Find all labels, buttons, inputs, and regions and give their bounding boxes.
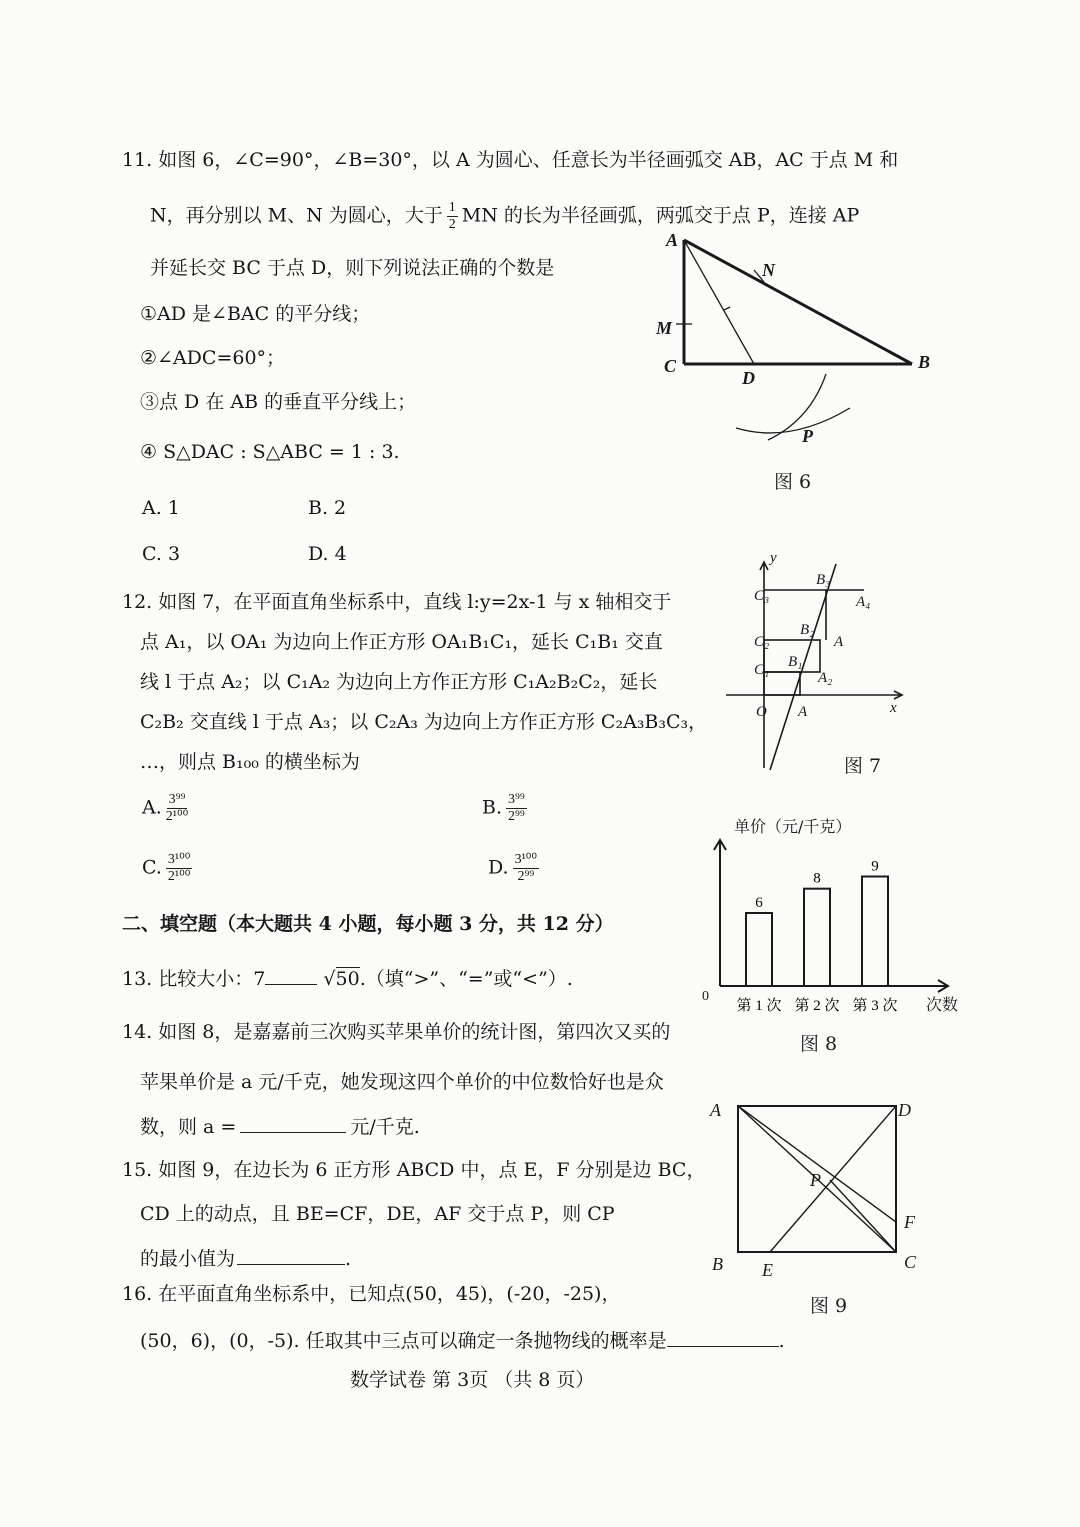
q16-line2-text: (50，6)，(0，-5). 任取其中三点可以确定一条抛物线的概率是 xyxy=(140,1330,667,1352)
fig7-label-x: x xyxy=(890,700,897,716)
chart-bar xyxy=(862,877,888,987)
q11-option-b: B. 2 xyxy=(308,497,347,519)
fig6-label-c: C xyxy=(664,356,677,376)
fig6-label-d: D xyxy=(742,368,755,388)
q11-line3: 并延长交 BC 于点 D，则下列说法正确的个数是 xyxy=(150,257,555,279)
q11-fraction xyxy=(447,200,458,233)
fig9-label-b: B xyxy=(712,1254,723,1274)
q12-option-b-num: 3⁹⁹ xyxy=(508,792,525,807)
q12-option-b-den: 2⁹⁹ xyxy=(508,809,525,824)
q11-frac-den: 2 xyxy=(448,217,456,232)
q16-line1: 16. 在平面直角坐标系中，已知点(50，45)，(-20，-25)， xyxy=(122,1283,621,1305)
q12-line1: 12. 如图 7，在平面直角坐标系中，直线 l:y=2x-1 与 x 轴相交于 xyxy=(122,591,672,613)
q11-option-c: C. 3 xyxy=(142,543,181,565)
q11-statement-2: ②∠ADC=60°； xyxy=(140,347,286,369)
fig7-label-b3: B₃ xyxy=(816,572,831,588)
q11-option-d: D. 4 xyxy=(308,543,347,565)
q11-line2-start: N，再分别以 M、N 为圆心，大于 xyxy=(150,204,443,227)
q15-line2: CD 上的动点，且 BE=CF，DE，AF 交于点 P，则 CP xyxy=(140,1203,615,1225)
q12-line4: C₂B₂ 交直线 l 于点 A₃；以 C₂A₃ 为边向上方作正方形 C₂A₃B₃C₃， xyxy=(140,711,708,733)
q14-line2: 苹果单价是 a 元/千克，她发现这四个单价的中位数恰好也是众 xyxy=(140,1071,664,1093)
q12-option-a-letter: A. xyxy=(142,796,162,819)
fig9-label-p: P xyxy=(810,1170,821,1190)
q12-option-c xyxy=(142,852,196,885)
fig6-caption: 图 6 xyxy=(774,471,812,493)
q13-sqrt: √50 xyxy=(323,968,360,990)
fig7-caption: 图 7 xyxy=(844,755,882,777)
q13-text-b: .（填“>”、“=”或“<”）. xyxy=(359,968,573,990)
q11-line1: 11. 如图 6，∠C=90°，∠B=30°，以 A 为圆心、任意长为半径画弧交 AB，AC 于点 M 和 xyxy=(122,149,899,171)
q14-line3-end: 元/千克. xyxy=(350,1116,420,1138)
q16-answer-blank[interactable] xyxy=(667,1328,779,1347)
chart-value-label: 8 xyxy=(813,870,821,887)
q14-line3 xyxy=(140,1114,420,1139)
q12-line5: …，则点 B₁₀₀ 的横坐标为 xyxy=(140,751,360,773)
q14-answer-blank[interactable] xyxy=(240,1114,346,1133)
q14-line3-start: 数，则 a = xyxy=(140,1116,237,1138)
q15-line3-text: 的最小值为 xyxy=(140,1248,236,1270)
fig6-label-n: N xyxy=(762,260,775,280)
fig7-label-y: y xyxy=(770,550,777,566)
q12-line3: 线 l 于点 A₂；以 C₁A₂ 为边向上方作正方形 C₁A₂B₂C₂，延长 xyxy=(140,671,658,693)
q13-answer-blank[interactable] xyxy=(265,966,317,985)
q15-line1: 15. 如图 9，在边长为 6 正方形 ABCD 中，点 E，F 分别是边 BC， xyxy=(122,1159,706,1181)
chart-category-label: 第 3 次 xyxy=(852,998,898,1014)
chart-value-label: 6 xyxy=(755,895,763,911)
fig7-label-c1: C₁ xyxy=(754,662,770,678)
fig6-label-a: A xyxy=(666,230,679,250)
q13-text-a: 13. 比较大小：7 xyxy=(122,968,266,990)
q12-option-d xyxy=(488,852,543,885)
fig7-label-a1: A xyxy=(798,704,808,720)
q13-radicand: 50 xyxy=(335,968,360,990)
q12-option-c-frac xyxy=(166,852,192,885)
q12-option-a-den: 2¹⁰⁰ xyxy=(165,809,189,824)
q11-line2 xyxy=(150,200,859,233)
fig6-label-b: B xyxy=(918,352,931,372)
chart-xlabel: 次数 xyxy=(926,995,959,1014)
fig7-label-a4: A₄ xyxy=(856,594,871,610)
fig6-label-m: M xyxy=(656,318,673,338)
q12-option-d-letter: D. xyxy=(488,856,509,879)
q12-option-a-num: 3⁹⁹ xyxy=(168,792,186,807)
q12-option-c-letter: C. xyxy=(142,856,162,879)
figure-9 xyxy=(700,1092,940,1322)
q13 xyxy=(122,966,573,991)
q12-option-c-den: 2¹⁰⁰ xyxy=(167,869,191,884)
figure-7 xyxy=(720,550,920,780)
q11-frac-num: 1 xyxy=(448,200,456,215)
fig9-label-d: D xyxy=(898,1100,911,1120)
figure-6 xyxy=(650,230,940,500)
q11-statement-4: ④ S△DAC : S△ABC = 1 : 3. xyxy=(140,441,400,463)
chart-category-label: 第 2 次 xyxy=(794,998,840,1014)
chart-category-label: 第 1 次 xyxy=(736,998,782,1014)
q15-answer-blank[interactable] xyxy=(237,1246,345,1265)
q14-line1: 14. 如图 8，是嘉嘉前三次购买苹果单价的统计图，第四次又买的 xyxy=(122,1021,671,1043)
fig9-label-f: F xyxy=(904,1212,915,1232)
fig7-label-c2: C₂ xyxy=(754,634,770,650)
fig8-caption: 图 8 xyxy=(800,1033,838,1055)
chart-origin: 0 xyxy=(702,989,709,1004)
chart-value-label: 9 xyxy=(871,858,879,875)
q12-option-d-frac xyxy=(513,852,539,885)
fig7-label-o: O xyxy=(756,704,767,720)
fig7-label-b2: B₂ xyxy=(800,622,815,638)
fig7-label-a2: A₂ xyxy=(818,670,833,686)
fig9-label-c: C xyxy=(904,1252,917,1272)
q11-option-a: A. 1 xyxy=(142,497,180,519)
q12-option-b-letter: B. xyxy=(482,796,503,819)
chart-bar xyxy=(746,913,772,986)
q16-end: . xyxy=(778,1330,785,1352)
q11-statement-1: ①AD 是∠BAC 的平分线； xyxy=(140,303,371,325)
q12-option-c-num: 3¹⁰⁰ xyxy=(167,852,191,867)
q11-line2-end: MN 的长为半径画弧，两弧交于点 P，连接 AP xyxy=(461,204,860,227)
q12-option-d-num: 3¹⁰⁰ xyxy=(514,852,538,867)
figure-8-chart xyxy=(690,810,980,1060)
q12-option-d-den: 2⁹⁹ xyxy=(517,869,535,884)
chart-ylabel: 单价（元/千克） xyxy=(734,817,852,836)
fig7-label-a3: A xyxy=(834,634,844,650)
q11-statement-3: ③点 D 在 AB 的垂直平分线上； xyxy=(140,391,417,413)
fig7-label-c3: C₃ xyxy=(754,588,770,604)
fig9-label-e: E xyxy=(762,1260,773,1280)
fig6-label-p: P xyxy=(802,426,813,446)
page-footer: 数学试卷 第 3页 （共 8 页） xyxy=(350,1369,595,1391)
q12-option-b-frac xyxy=(506,792,527,825)
fig9-label-a: A xyxy=(710,1100,721,1120)
q15-line3: 的最小值为 . xyxy=(140,1248,352,1270)
section-2-heading: 二、填空题（本大题共 4 小题，每小题 3 分，共 12 分） xyxy=(122,913,614,935)
fig7-label-b1: B₁ xyxy=(788,654,803,670)
q12-option-b xyxy=(482,792,531,825)
q12-option-a-frac xyxy=(166,792,188,825)
fig9-caption: 图 9 xyxy=(810,1295,848,1317)
chart-bar xyxy=(804,889,830,986)
q16-line2 xyxy=(140,1328,785,1353)
q12-option-a xyxy=(142,792,192,825)
q12-line2: 点 A₁，以 OA₁ 为边向上作正方形 OA₁B₁C₁，延长 C₁B₁ 交直 xyxy=(140,631,663,653)
